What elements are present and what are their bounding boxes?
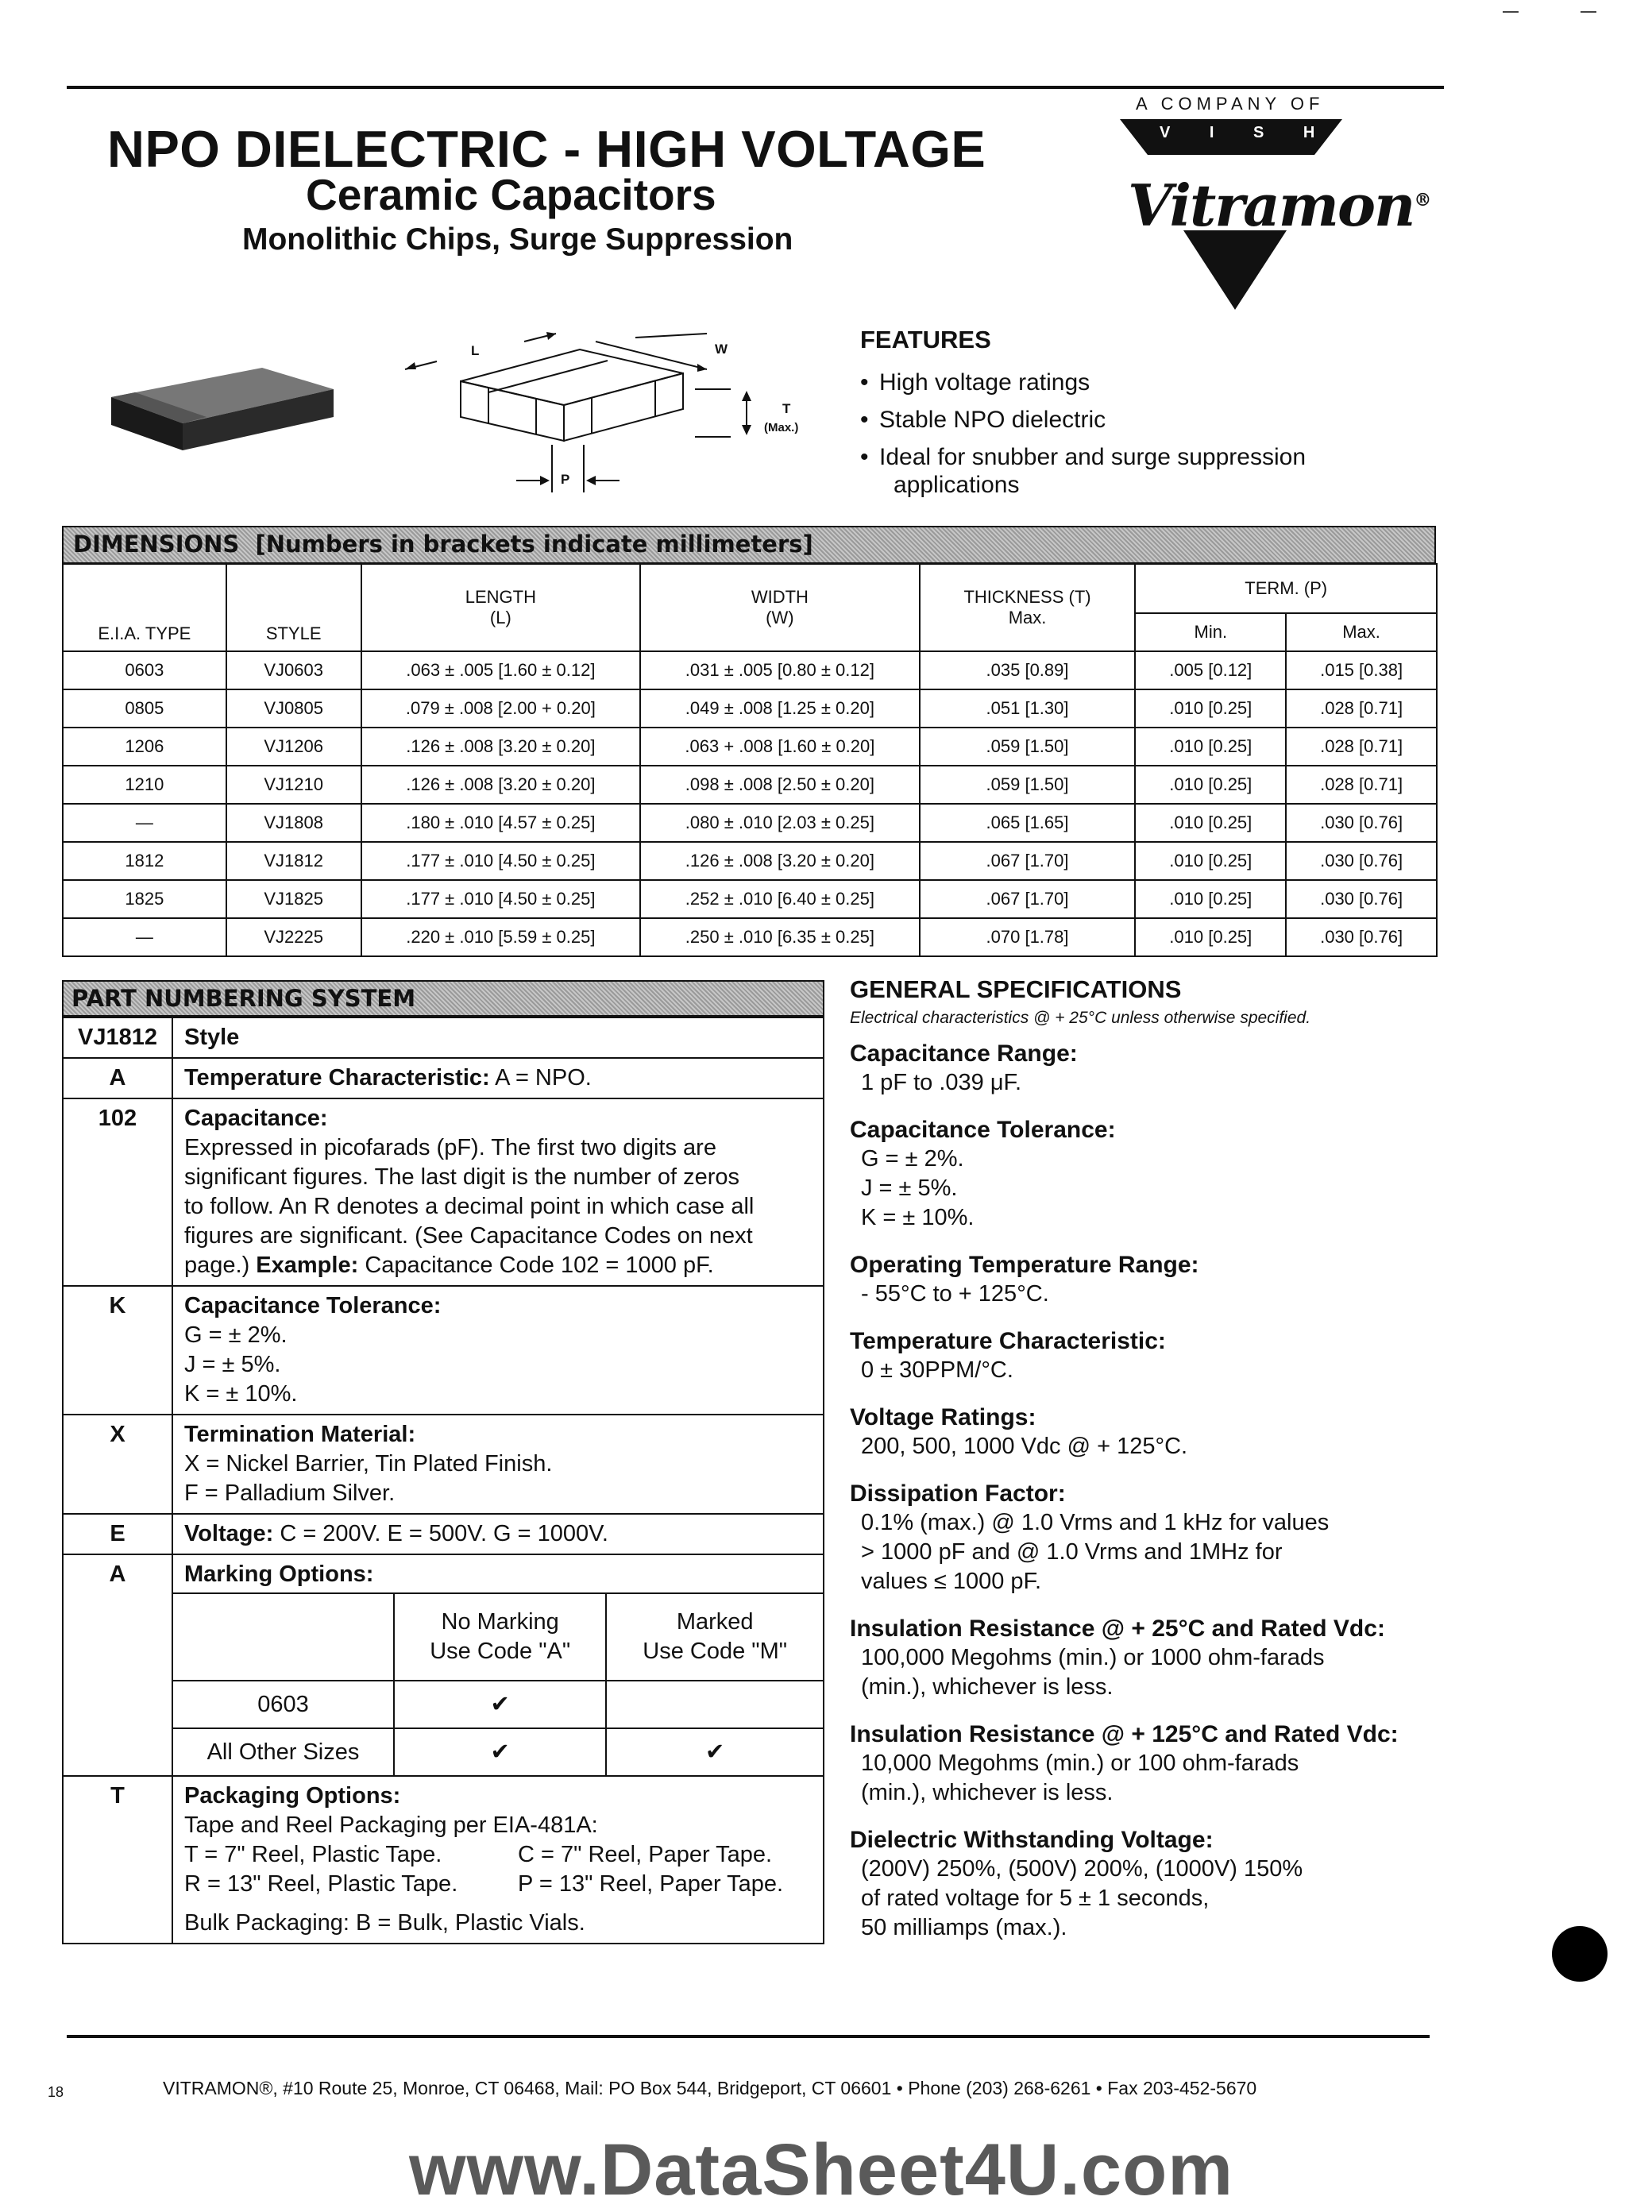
marking-options-table [173, 1592, 823, 1775]
pns-row-capacitance [63, 1098, 824, 1286]
watermark-link[interactable]: www.DataSheet4U.com [409, 2129, 1234, 2210]
cell-term-min: .010 [0.25] [1135, 728, 1286, 766]
cell-term-max: .028 [0.71] [1286, 766, 1437, 804]
cell-length: .079 ± .008 [2.00 + 0.20] [361, 689, 641, 728]
pns-code: K [63, 1286, 172, 1415]
pns-code: E [63, 1514, 172, 1554]
cell-length: .126 ± .008 [3.20 ± 0.20] [361, 728, 641, 766]
general-specs-heading: GENERAL SPECIFICATIONS [850, 975, 1182, 1003]
cell-style: VJ1808 [226, 804, 361, 842]
pns-row-temp [63, 1058, 824, 1098]
pns-desc: Capacitance Tolerance: G = ± 2%. J = ± 5%. K = ± 10%. [172, 1286, 824, 1415]
cell-term-min: .010 [0.25] [1135, 804, 1286, 842]
cell-length: .180 ± .010 [4.57 ± 0.25] [361, 804, 641, 842]
col-term-min: Min. [1135, 613, 1286, 651]
diagram-label-t: T [782, 401, 791, 416]
marking-size: 0603 [173, 1681, 394, 1728]
features-heading: FEATURES [860, 326, 991, 353]
col-width: WIDTH (W) [640, 564, 920, 651]
cell-width: .126 ± .008 [3.20 ± 0.20] [640, 842, 920, 880]
diagram-label-p: P [561, 472, 570, 487]
cell-eia: 1210 [63, 766, 226, 804]
table-row [63, 728, 1437, 766]
corner-mark [1503, 11, 1519, 13]
cell-term-max: .030 [0.76] [1286, 918, 1437, 956]
cell-width: .049 ± .008 [1.25 ± 0.20] [640, 689, 920, 728]
page-marker-dot [1552, 1926, 1608, 1982]
dimensions-banner-title: DIMENSIONS [Numbers in brackets indicate millimeters] [73, 531, 813, 558]
bottom-rule [67, 2035, 1430, 2038]
cell-thickness: .059 [1.50] [920, 766, 1136, 804]
pns-row-packaging [63, 1776, 824, 1944]
pns-code: VJ1812 [63, 1017, 172, 1058]
feature-item-continued: applications [894, 472, 1020, 498]
col-term: TERM. (P) [1135, 564, 1437, 613]
pns-code: T [63, 1776, 172, 1944]
col-style: STYLE [226, 564, 361, 651]
cell-eia: 0603 [63, 651, 226, 689]
feature-item: • Stable NPO dielectric [860, 407, 1106, 433]
cell-style: VJ1206 [226, 728, 361, 766]
table-row [63, 689, 1437, 728]
part-numbering-title: PART NUMBERING SYSTEM [71, 985, 416, 1012]
pns-row-marking [63, 1554, 824, 1776]
table-row [63, 918, 1437, 956]
cell-eia: — [63, 918, 226, 956]
pns-desc: Marking Options: No Marking Use Code "A" Marked Use Code "M" 0603 ✔ All Other Sizes ✔ ✔ [172, 1554, 824, 1776]
pns-code: A [63, 1554, 172, 1776]
pns-desc: Capacitance: Expressed in picofarads (pF). The first two digits are significant figures. The last digit is the number of zeros to follow. An R denotes a decimal point in which case all figures are significant. (See Capacitance Codes on next page.) Example: Capacitance Code 102 = 1000 pF. [172, 1098, 824, 1286]
cell-term-min: .010 [0.25] [1135, 880, 1286, 918]
pns-desc: Temperature Characteristic: A = NPO. [172, 1058, 824, 1098]
feature-item: • Ideal for snubber and surge suppression [860, 444, 1307, 470]
cell-style: VJ0603 [226, 651, 361, 689]
cell-style: VJ1210 [226, 766, 361, 804]
feature-item: • High voltage ratings [860, 369, 1090, 396]
general-specifications [850, 975, 1453, 1960]
col-length: LENGTH (L) [361, 564, 641, 651]
diagram-label-l: L [471, 343, 480, 358]
cell-eia: — [63, 804, 226, 842]
spec-temp-characteristic: Temperature Characteristic: 0 ± 30PPM/°C. [850, 1328, 1166, 1383]
cell-length: .177 ± .010 [4.50 ± 0.25] [361, 880, 641, 918]
cell-thickness: .059 [1.50] [920, 728, 1136, 766]
pns-code: X [63, 1415, 172, 1514]
cell-eia: 1206 [63, 728, 226, 766]
cell-term-max: .030 [0.76] [1286, 880, 1437, 918]
cell-width: .252 ± .010 [6.40 ± 0.25] [640, 880, 920, 918]
vishay-logo-text: V I S H A Y [1160, 124, 1432, 141]
pns-desc: Voltage: C = 200V. E = 500V. G = 1000V. [172, 1514, 824, 1554]
cell-width: .098 ± .008 [2.50 ± 0.20] [640, 766, 920, 804]
page-number: 18 [48, 2084, 64, 2100]
vitramon-logo: Vitramon® [1128, 172, 1430, 239]
cell-term-max: .030 [0.76] [1286, 804, 1437, 842]
cell-term-min: .010 [0.25] [1135, 842, 1286, 880]
page-title: NPO DIELECTRIC - HIGH VOLTAGE [107, 120, 986, 178]
general-specs-subheading: Electrical characteristics @ + 25°C unless otherwise specified. [850, 1009, 1311, 1027]
chip-image [103, 361, 342, 457]
pns-row-style [63, 1017, 824, 1058]
spec-capacitance-tolerance: Capacitance Tolerance: G = ± 2%. J = ± 5%. K = ± 10%. [850, 1117, 1116, 1230]
cell-style: VJ2225 [226, 918, 361, 956]
cell-width: .250 ± .010 [6.35 ± 0.25] [640, 918, 920, 956]
check-icon: ✔ [394, 1681, 606, 1728]
cell-term-min: .010 [0.25] [1135, 766, 1286, 804]
cell-length: .126 ± .008 [3.20 ± 0.20] [361, 766, 641, 804]
spec-dielectric-withstanding: Dielectric Withstanding Voltage: (200V) 250%, (500V) 200%, (1000V) 150% of rated voltage for 5 ± 1 seconds, 50 milliamps (max.). [850, 1827, 1303, 1940]
cell-thickness: .067 [1.70] [920, 880, 1136, 918]
top-rule [67, 86, 1444, 89]
cell-style: VJ1825 [226, 880, 361, 918]
cell-term-max: .028 [0.71] [1286, 728, 1437, 766]
pns-desc: Termination Material: X = Nickel Barrier, Tin Plated Finish. F = Palladium Silver. [172, 1415, 824, 1514]
pns-row-tolerance [63, 1286, 824, 1415]
cell-length: .063 ± .005 [1.60 ± 0.12] [361, 651, 641, 689]
table-row [63, 804, 1437, 842]
marking-col-marked: Marked Use Code "M" [606, 1593, 823, 1681]
check-icon: ✔ [606, 1728, 823, 1775]
page-subtitle: Ceramic Capacitors [306, 170, 716, 219]
table-row [63, 651, 1437, 689]
table-row [63, 880, 1437, 918]
cell-thickness: .070 [1.78] [920, 918, 1136, 956]
features-list [860, 364, 1306, 504]
col-eia-type: E.I.A. TYPE [63, 564, 226, 651]
pns-desc: Packaging Options: Tape and Reel Packaging per EIA-481A: T = 7" Reel, Plastic Tape. C = 7" Reel, Paper Tape. R = 13" Reel, Plastic Tape. P = 13" Reel, Paper Tape. Bulk Packaging: B = Bulk, Plastic Vials. [172, 1776, 824, 1944]
spec-dissipation-factor: Dissipation Factor: 0.1% (max.) @ 1.0 Vrms and 1 kHz for values > 1000 pF and @ 1.0 Vrms and 1MHz for values ≤ 1000 pF. [850, 1480, 1330, 1594]
spec-insulation-25c: Insulation Resistance @ + 25°C and Rated Vdc: 100,000 Megohms (min.) or 1000 ohm-farads (min.), whichever is less. [850, 1616, 1385, 1700]
cell-width: .063 + .008 [1.60 ± 0.20] [640, 728, 920, 766]
cell-term-max: .028 [0.71] [1286, 689, 1437, 728]
pns-code: 102 [63, 1098, 172, 1286]
part-numbering-table [62, 1017, 824, 1944]
pns-row-termination [63, 1415, 824, 1514]
cell-width: .031 ± .005 [0.80 ± 0.12] [640, 651, 920, 689]
marking-col-no-marking: No Marking Use Code "A" [394, 1593, 606, 1681]
col-thickness: THICKNESS (T) Max. [920, 564, 1136, 651]
page-subheading: Monolithic Chips, Surge Suppression [242, 222, 793, 257]
cell-eia: 1812 [63, 842, 226, 880]
marking-cell-empty [606, 1681, 823, 1728]
table-row [63, 842, 1437, 880]
cell-term-max: .030 [0.76] [1286, 842, 1437, 880]
pns-desc: Style [172, 1017, 824, 1058]
cell-term-min: .010 [0.25] [1135, 918, 1286, 956]
spec-voltage-ratings: Voltage Ratings: 200, 500, 1000 Vdc @ + 125°C. [850, 1404, 1188, 1459]
cell-length: .220 ± .010 [5.59 ± 0.25] [361, 918, 641, 956]
diagram-label-w: W [715, 342, 728, 357]
spec-operating-temp: Operating Temperature Range: - 55°C to + 125°C. [850, 1252, 1199, 1307]
spec-capacitance-range: Capacitance Range: 1 pF to .039 μF. [850, 1040, 1078, 1095]
diagram-label-max: (Max.) [764, 421, 799, 434]
col-term-max: Max. [1286, 613, 1437, 651]
cell-eia: 1825 [63, 880, 226, 918]
table-row [63, 766, 1437, 804]
pns-code: A [63, 1058, 172, 1098]
cell-term-min: .005 [0.12] [1135, 651, 1286, 689]
check-icon: ✔ [394, 1728, 606, 1775]
cell-width: .080 ± .010 [2.03 ± 0.25] [640, 804, 920, 842]
cell-thickness: .065 [1.65] [920, 804, 1136, 842]
pns-row-voltage [63, 1514, 824, 1554]
cell-style: VJ1812 [226, 842, 361, 880]
cell-thickness: .035 [0.89] [920, 651, 1136, 689]
cell-length: .177 ± .010 [4.50 ± 0.25] [361, 842, 641, 880]
cell-term-max: .015 [0.38] [1286, 651, 1437, 689]
cell-thickness: .067 [1.70] [920, 842, 1136, 880]
spec-insulation-125c: Insulation Resistance @ + 125°C and Rated Vdc: 10,000 Megohms (min.) or 100 ohm-farads (min.), whichever is less. [850, 1721, 1399, 1805]
marking-corner [173, 1593, 394, 1681]
cell-eia: 0805 [63, 689, 226, 728]
cell-style: VJ0805 [226, 689, 361, 728]
company-of-text: A COMPANY OF [1136, 94, 1325, 114]
dimensions-table [62, 563, 1438, 957]
cell-thickness: .051 [1.30] [920, 689, 1136, 728]
footer-address: VITRAMON®, #10 Route 25, Monroe, CT 06468, Mail: PO Box 544, Bridgeport, CT 06601 • Phone (203) 268-6261 • Fax 203-452-5670 [163, 2078, 1257, 2098]
corner-mark [1581, 11, 1596, 13]
cell-term-min: .010 [0.25] [1135, 689, 1286, 728]
marking-size: All Other Sizes [173, 1728, 394, 1775]
